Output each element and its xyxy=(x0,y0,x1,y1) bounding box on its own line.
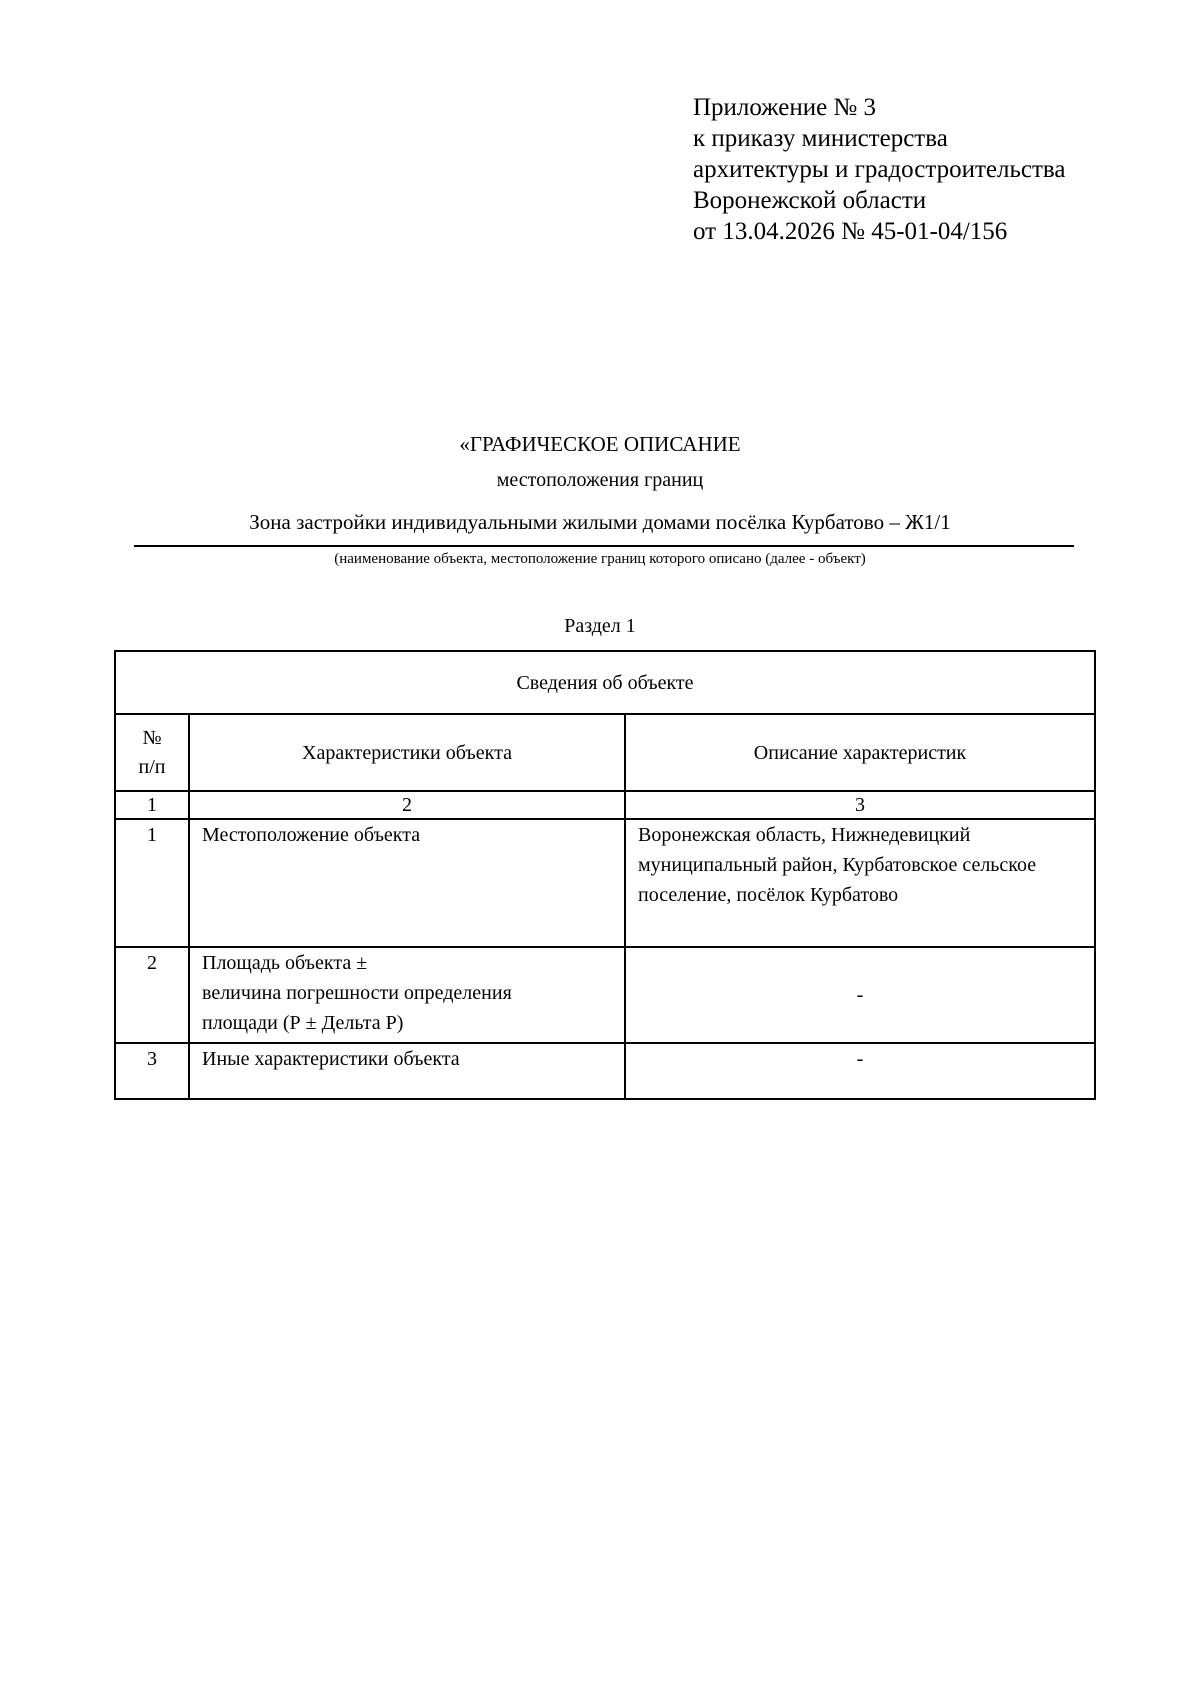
object-info-table xyxy=(114,650,1096,1100)
header-number-line1: № xyxy=(142,726,162,749)
row-number: 3 xyxy=(115,1043,189,1099)
row-number: 1 xyxy=(115,819,189,947)
index-cell: 3 xyxy=(625,791,1095,819)
appendix-line: Приложение № 3 xyxy=(693,94,877,121)
table-index-row xyxy=(115,791,1095,819)
appendix-line: архитектуры и градостроительства xyxy=(693,156,1066,183)
appendix-header xyxy=(693,92,1065,247)
row-characteristic xyxy=(189,947,625,1043)
index-cell: 2 xyxy=(189,791,625,819)
appendix-line: Воронежской области xyxy=(693,187,927,214)
index-cell: 1 xyxy=(115,791,189,819)
row-characteristic: Иные характеристики объекта xyxy=(189,1043,625,1099)
section-label: Раздел 1 xyxy=(564,615,636,637)
appendix-line: к приказу министерства xyxy=(693,125,948,152)
header-characteristics: Характеристики объекта xyxy=(189,714,625,791)
row-description: - xyxy=(625,947,1095,1043)
header-description: Описание характеристик xyxy=(625,714,1095,791)
header-number xyxy=(115,714,189,791)
row-characteristic-line: величина погрешности определения xyxy=(202,982,512,1004)
table-row xyxy=(115,819,1095,947)
table-row xyxy=(115,947,1095,1043)
row-characteristic: Местоположение объекта xyxy=(189,819,625,947)
table-header-row xyxy=(115,714,1095,791)
row-characteristic-line: Площадь объекта ± xyxy=(202,952,368,974)
object-name: Зона застройки индивидуальными жилыми домами посёлка Курбатово – Ж1/1 xyxy=(249,510,951,534)
table-caption: Сведения об объекте xyxy=(115,651,1095,714)
row-characteristic-line: площади (Р ± Дельта Р) xyxy=(202,1012,404,1034)
document-title: «ГРАФИЧЕСКОЕ ОПИСАНИЕ xyxy=(459,432,741,456)
table-caption-row xyxy=(115,651,1095,714)
object-name-caption: (наименование объекта, местоположение границ которого описано (далее - объект) xyxy=(334,551,866,567)
row-description: Воронежская область, Нижнедевицкий муниципальный район, Курбатовское сельское поселение, посёлок Курбатово xyxy=(625,819,1095,947)
document-subtitle: местоположения границ xyxy=(496,469,704,491)
table-row xyxy=(115,1043,1095,1099)
header-number-line2: п/п xyxy=(138,755,166,778)
row-description: - xyxy=(625,1043,1095,1099)
row-number: 2 xyxy=(115,947,189,1043)
object-name-underline xyxy=(134,545,1074,547)
appendix-line: от 13.04.2026 № 45-01-04/156 xyxy=(693,218,1008,245)
